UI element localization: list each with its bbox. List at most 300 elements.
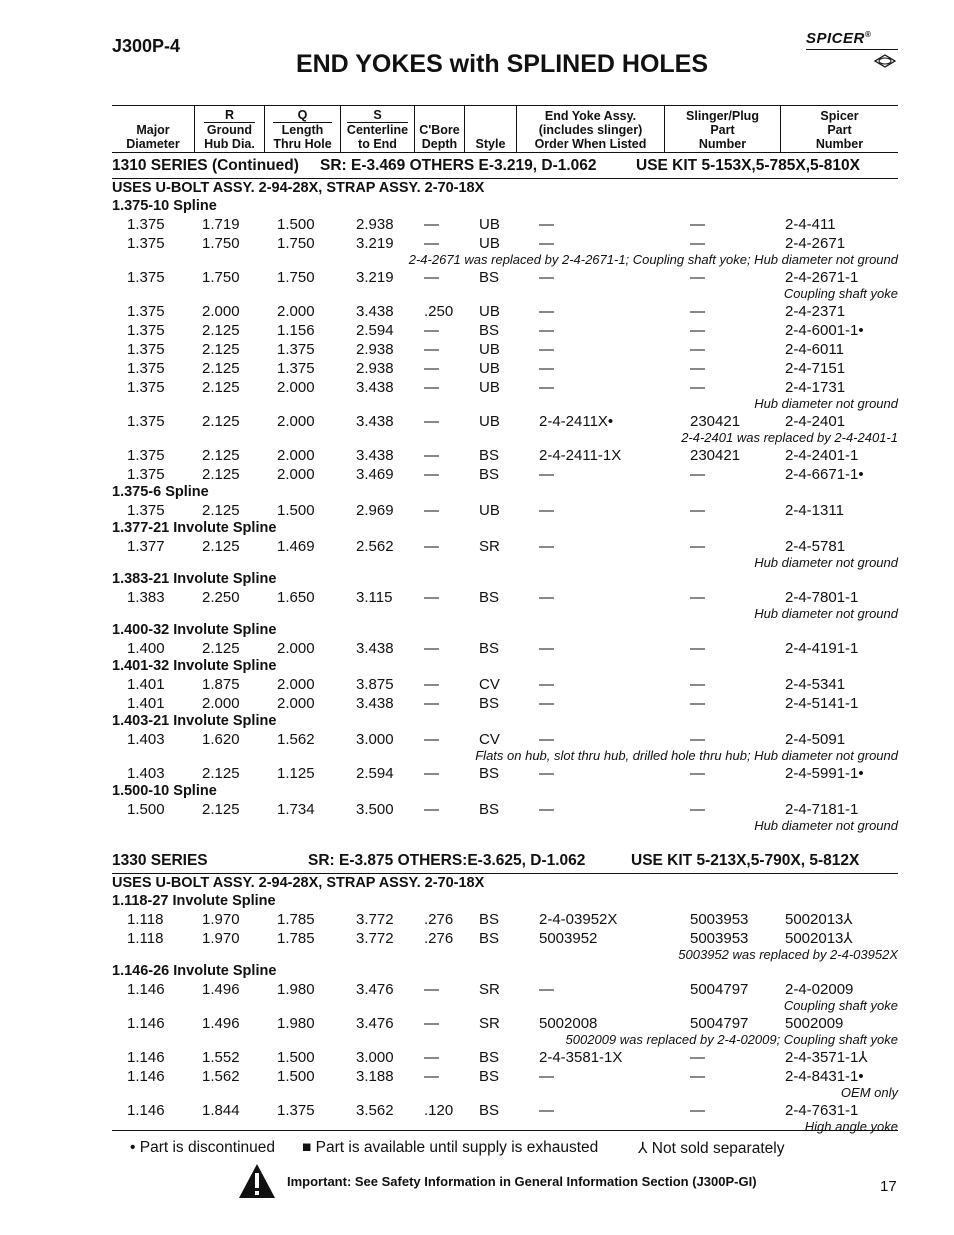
table-cell: 2.000: [277, 413, 315, 430]
table-cell: —: [539, 269, 554, 286]
table-cell: 1.750: [277, 269, 315, 286]
table-cell: 1.146: [127, 1049, 165, 1066]
table-cell: —: [690, 1049, 705, 1066]
table-cell: 2.125: [202, 447, 240, 464]
table-cell: —: [539, 1102, 554, 1119]
table-cell: 1.375: [127, 413, 165, 430]
series-name: 1310 SERIES (Continued): [112, 157, 299, 174]
table-cell: —: [539, 360, 554, 377]
spline-heading: 1.118-27 Involute Spline: [112, 893, 276, 909]
table-cell: —: [690, 466, 705, 483]
table-cell: 1.500: [277, 502, 315, 519]
table-cell: —: [424, 640, 439, 657]
table-cell: 2-4-7801-1: [785, 589, 859, 606]
table-cell: 3.438: [356, 303, 394, 320]
table-cell: 2-4-1731: [785, 379, 846, 396]
table-cell: 1.146: [127, 981, 165, 998]
table-cell: —: [690, 235, 705, 252]
table-row: [112, 501, 898, 520]
table-cell: UB: [479, 235, 500, 252]
table-cell: 2.000: [277, 640, 315, 657]
table-row: [112, 412, 898, 431]
table-cell: 1.375: [127, 303, 165, 320]
table-cell: 3.476: [356, 981, 394, 998]
section-gap: [112, 834, 898, 848]
column-header-assy: [516, 106, 664, 152]
table-cell: 2.562: [356, 538, 394, 555]
table-row: [112, 446, 898, 465]
column-header-line: Ground: [206, 123, 253, 137]
table-cell: 1.118: [127, 911, 164, 928]
spline-heading: 1.375-10 Spline: [112, 198, 217, 214]
table-cell: 1.785: [277, 930, 315, 947]
table-cell: 2-4-5091: [785, 731, 846, 748]
brand-name: SPICER: [806, 30, 865, 47]
table-row: [112, 929, 898, 948]
table-cell: —: [539, 676, 554, 693]
table-cell: 1.750: [202, 235, 240, 252]
table-row: [112, 1067, 898, 1086]
table-cell: —: [424, 1015, 439, 1032]
table-cell: —: [690, 360, 705, 377]
warning-icon: [238, 1163, 276, 1204]
table-cell: .276: [424, 930, 454, 947]
table-cell: —: [690, 379, 705, 396]
table-cell: 1.970: [202, 911, 240, 928]
table-cell: —: [424, 322, 439, 339]
table-cell: —: [539, 502, 554, 519]
table-cell: UB: [479, 216, 500, 233]
table-cell: 3.772: [356, 930, 394, 947]
table-cell: —: [690, 801, 705, 818]
table-cell: 2.125: [202, 360, 240, 377]
table-cell: —: [539, 216, 554, 233]
table-cell: —: [424, 981, 439, 998]
table-cell: .120: [424, 1102, 454, 1119]
table-cell: 3.476: [356, 1015, 394, 1032]
table-cell: 2-4-4191-1: [785, 640, 859, 657]
table-cell: —: [539, 589, 554, 606]
column-header-cbore: [414, 106, 464, 152]
table-row: [112, 675, 898, 694]
table-cell: 3.438: [356, 379, 394, 396]
table-cell: 3.188: [356, 1068, 394, 1085]
table-cell: 2.125: [202, 466, 240, 483]
table-cell: 3.000: [356, 1049, 394, 1066]
table-cell: 5003952: [539, 930, 598, 947]
table-cell: 2-4-7631-1: [785, 1102, 859, 1119]
table-cell: 1.375: [127, 235, 165, 252]
table-cell: BS: [479, 589, 500, 606]
table-cell: —: [539, 1068, 554, 1085]
table-cell: 1.844: [202, 1102, 240, 1119]
table-cell: —: [424, 801, 439, 818]
table-cell: 5002013⅄: [785, 930, 853, 947]
table-cell: 5002009: [785, 1015, 844, 1032]
table-cell: 1.980: [277, 1015, 315, 1032]
table-cell: 2.125: [202, 413, 240, 430]
table-cell: 1.552: [202, 1049, 240, 1066]
table-cell: 2-4-3581-1X: [539, 1049, 623, 1066]
table-cell: 1.500: [127, 801, 165, 818]
table-cell: 5003953: [690, 911, 749, 928]
table-cell: 2.250: [202, 589, 240, 606]
table-cell: 3.469: [356, 466, 394, 483]
table-cell: BS: [479, 801, 500, 818]
table-cell: 5002008: [539, 1015, 598, 1032]
table-header: [112, 105, 898, 153]
table-cell: 2.938: [356, 216, 394, 233]
table-cell: —: [539, 235, 554, 252]
table-row: [112, 321, 898, 340]
table-cell: 1.146: [127, 1015, 165, 1032]
table-cell: 2-4-7181-1: [785, 801, 859, 818]
series-header: [112, 848, 898, 874]
table-cell: SR: [479, 538, 500, 555]
table-cell: 2-4-8431-1•: [785, 1068, 864, 1085]
table-cell: 1.750: [277, 235, 315, 252]
table-cell: 1.500: [277, 1049, 315, 1066]
row-note: OEM only: [840, 1085, 898, 1100]
row-note: 2-4-2401 was replaced by 2-4-2401-1: [681, 430, 898, 445]
column-header-line: to End: [358, 137, 397, 151]
table-cell: —: [424, 379, 439, 396]
table-cell: 1.500: [277, 1068, 315, 1085]
column-header-line: R: [204, 108, 255, 123]
table-cell: 1.750: [202, 269, 240, 286]
legend-discontinued: • Part is discontinued: [130, 1139, 276, 1156]
table-row: [112, 694, 898, 713]
table-cell: 2-4-6001-1•: [785, 322, 864, 339]
column-header-line: Centerline: [346, 123, 409, 137]
table-cell: 1.383: [127, 589, 165, 606]
row-note: Hub diameter not ground: [754, 606, 898, 621]
table-cell: 1.400: [127, 640, 165, 657]
table-cell: 3.219: [356, 269, 394, 286]
table-row: [112, 302, 898, 321]
table-row: [112, 980, 898, 999]
spline-heading: 1.401-32 Involute Spline: [112, 658, 277, 674]
table-cell: —: [424, 235, 439, 252]
brand-mark: ®: [864, 30, 872, 39]
table-row: [112, 1014, 898, 1033]
table-cell: —: [539, 640, 554, 657]
table-cell: —: [690, 502, 705, 519]
row-note: Hub diameter not ground: [754, 555, 898, 570]
table-row: [112, 215, 898, 234]
table-cell: 2.000: [202, 695, 240, 712]
table-cell: BS: [479, 1102, 500, 1119]
row-note: Hub diameter not ground: [754, 818, 898, 833]
row-note: Flats on hub, slot thru hub, drilled hole thru hub; Hub diameter not ground: [475, 748, 898, 763]
table-cell: 3.219: [356, 235, 394, 252]
table-cell: 1.401: [127, 695, 165, 712]
table-cell: 1.375: [127, 379, 165, 396]
table-cell: 2.000: [277, 447, 315, 464]
table-cell: —: [539, 538, 554, 555]
table-cell: —: [690, 1102, 705, 1119]
table-row: [112, 234, 898, 253]
table-cell: 1.719: [202, 216, 240, 233]
table-row: [112, 639, 898, 658]
table-cell: BS: [479, 911, 500, 928]
table-cell: SR: [479, 1015, 500, 1032]
table-cell: —: [690, 322, 705, 339]
column-header-line: [126, 109, 180, 123]
table-cell: 3.438: [356, 640, 394, 657]
column-header-line: Part: [827, 123, 852, 137]
table-cell: 3.562: [356, 1102, 394, 1119]
table-cell: —: [539, 731, 554, 748]
document-id: J300P-4: [112, 36, 181, 56]
table-cell: 1.375: [277, 1102, 315, 1119]
page-title: END YOKES with SPLINED HOLES: [295, 50, 709, 78]
table-cell: BS: [479, 930, 500, 947]
column-header-line: Major: [136, 123, 170, 137]
column-header-line: Number: [698, 137, 747, 151]
table-cell: 2.125: [202, 502, 240, 519]
table-cell: 1.496: [202, 1015, 240, 1032]
table-row: [112, 800, 898, 819]
column-header-line: C'Bore: [419, 123, 460, 137]
table-cell: 2.594: [356, 765, 394, 782]
table-cell: —: [690, 538, 705, 555]
spline-heading: 1.400-32 Involute Spline: [112, 622, 277, 638]
row-note: Coupling shaft yoke: [783, 998, 898, 1013]
table-cell: CV: [479, 731, 500, 748]
table-cell: 2.125: [202, 538, 240, 555]
table-cell: 2.125: [202, 341, 240, 358]
table-cell: BS: [479, 447, 500, 464]
row-note: Coupling shaft yoke: [783, 286, 898, 301]
legend-available: ■ Part is available until supply is exhausted: [302, 1139, 599, 1156]
table-cell: 1.980: [277, 981, 315, 998]
table-cell: 1.785: [277, 911, 315, 928]
table-cell: —: [424, 216, 439, 233]
table-row: [112, 465, 898, 484]
table-cell: 2.125: [202, 379, 240, 396]
table-cell: —: [424, 765, 439, 782]
table-row: [112, 910, 898, 929]
table-cell: 3.438: [356, 447, 394, 464]
row-note: 5003952 was replaced by 2-4-03952X: [678, 947, 898, 962]
table-cell: 1.375: [277, 360, 315, 377]
table-cell: —: [539, 466, 554, 483]
table-cell: 2.594: [356, 322, 394, 339]
table-cell: UB: [479, 413, 500, 430]
table-cell: BS: [479, 765, 500, 782]
table-cell: —: [539, 379, 554, 396]
table-cell: 2-4-6671-1•: [785, 466, 864, 483]
table-cell: 5002013⅄: [785, 911, 853, 928]
table-cell: 2.125: [202, 322, 240, 339]
table-cell: 1.734: [277, 801, 315, 818]
table-cell: 5004797: [690, 981, 749, 998]
column-header-line: Q: [273, 108, 331, 123]
column-header-line: Part: [710, 123, 735, 137]
table-cell: 1.970: [202, 930, 240, 947]
table-cell: —: [539, 303, 554, 320]
table-cell: BS: [479, 1068, 500, 1085]
table-cell: —: [424, 447, 439, 464]
column-header-line: [419, 109, 459, 123]
column-header-line: Thru Hole: [273, 137, 332, 151]
table-cell: 2-4-5991-1•: [785, 765, 864, 782]
table-cell: UB: [479, 502, 500, 519]
table-cell: 1.375: [127, 360, 165, 377]
table-cell: 3.438: [356, 413, 394, 430]
table-cell: 1.156: [277, 322, 315, 339]
yoke-table: [112, 105, 898, 1135]
column-header-line: End Yoke Assy.: [544, 109, 637, 123]
table-row: [112, 378, 898, 397]
table-cell: 2-4-2401-1: [785, 447, 859, 464]
table-cell: —: [424, 360, 439, 377]
table-cell: 2-4-1311: [785, 502, 844, 519]
table-row: [112, 268, 898, 287]
table-cell: —: [539, 695, 554, 712]
table-cell: —: [690, 589, 705, 606]
row-note: 5002009 was replaced by 2-4-02009; Coupling shaft yoke: [565, 1032, 898, 1047]
table-cell: 2-4-02009: [785, 981, 854, 998]
table-cell: —: [690, 731, 705, 748]
table-cell: 2-4-5781: [785, 538, 846, 555]
column-header-r: [194, 106, 264, 152]
series-kit: USE KIT 5-213X,5-790X, 5-812X: [631, 852, 860, 869]
table-cell: BS: [479, 269, 500, 286]
table-cell: 2-4-2671: [785, 235, 846, 252]
legend-not-sold: ⅄ Not sold separately: [638, 1140, 785, 1157]
spline-heading: 1.403-21 Involute Spline: [112, 713, 277, 729]
table-cell: 5003953: [690, 930, 749, 947]
table-cell: 230421: [690, 447, 741, 464]
table-cell: 1.562: [277, 731, 315, 748]
column-header-line: Order When Listed: [534, 137, 647, 151]
table-cell: —: [424, 676, 439, 693]
table-cell: 2.938: [356, 360, 394, 377]
spline-heading: 1.146-26 Involute Spline: [112, 963, 277, 979]
column-header-line: [476, 109, 506, 123]
column-header-spicer: [780, 106, 898, 152]
table-cell: 1.375: [127, 341, 165, 358]
spicer-logo: [806, 30, 898, 50]
table-cell: 2.000: [277, 466, 315, 483]
table-cell: 2-4-03952X: [539, 911, 618, 928]
table-cell: 2.000: [277, 695, 315, 712]
table-cell: 1.403: [127, 731, 165, 748]
table-cell: 1.375: [127, 466, 165, 483]
column-header-line: Style: [475, 137, 506, 151]
table-cell: —: [690, 269, 705, 286]
uses-note: USES U-BOLT ASSY. 2-94-28X, STRAP ASSY. 2-70-18X: [112, 875, 485, 891]
table-row: [112, 588, 898, 607]
table-cell: 3.000: [356, 731, 394, 748]
table-cell: 1.401: [127, 676, 165, 693]
table-cell: —: [690, 695, 705, 712]
table-cell: 1.403: [127, 765, 165, 782]
spline-heading: 1.377-21 Involute Spline: [112, 520, 277, 536]
table-cell: 1.375: [127, 269, 165, 286]
table-cell: .276: [424, 911, 454, 928]
table-cell: 2.969: [356, 502, 394, 519]
table-cell: CV: [479, 676, 500, 693]
table-cell: 5004797: [690, 1015, 749, 1032]
table-cell: 2.125: [202, 765, 240, 782]
column-header-line: Depth: [421, 137, 458, 151]
table-cell: SR: [479, 981, 500, 998]
legend: [112, 1130, 898, 1157]
table-cell: 2-4-2411-1X: [539, 447, 622, 464]
column-header-style: [464, 106, 516, 152]
series-header: [112, 153, 898, 179]
table-cell: 2-4-7151: [785, 360, 846, 377]
table-cell: 1.118: [127, 930, 164, 947]
table-cell: BS: [479, 1049, 500, 1066]
spline-heading: 1.375-6 Spline: [112, 484, 209, 500]
table-cell: —: [539, 801, 554, 818]
table-cell: 1.375: [127, 447, 165, 464]
table-cell: —: [424, 1068, 439, 1085]
series-kit: USE KIT 5-153X,5-785X,5-810X: [636, 157, 861, 174]
column-header-q: [264, 106, 340, 152]
table-row: [112, 537, 898, 556]
table-row: [112, 764, 898, 783]
table-cell: —: [690, 1068, 705, 1085]
table-cell: —: [690, 216, 705, 233]
table-cell: —: [424, 538, 439, 555]
table-cell: 1.650: [277, 589, 315, 606]
column-header-line: (includes slinger): [538, 123, 643, 137]
series-name: 1330 SERIES: [112, 852, 208, 869]
table-cell: —: [424, 502, 439, 519]
table-cell: 2.125: [202, 640, 240, 657]
table-cell: 3.875: [356, 676, 394, 693]
column-header-line: Diameter: [126, 137, 180, 151]
uses-note: USES U-BOLT ASSY. 2-94-28X, STRAP ASSY. 2-70-18X: [112, 180, 485, 196]
table-cell: 2.000: [277, 303, 315, 320]
table-cell: BS: [479, 695, 500, 712]
table-cell: 1.496: [202, 981, 240, 998]
table-body: [112, 153, 898, 1135]
table-cell: —: [690, 640, 705, 657]
table-cell: BS: [479, 322, 500, 339]
column-header-line: Length: [281, 123, 324, 137]
series-sr: SR: E-3.875 OTHERS:E-3.625, D-1.062: [308, 852, 586, 869]
table-cell: 2.000: [202, 303, 240, 320]
table-cell: 2-4-5141-1: [785, 695, 859, 712]
table-row: [112, 1101, 898, 1120]
table-cell: UB: [479, 341, 500, 358]
table-cell: 1.375: [127, 216, 165, 233]
table-row: [112, 340, 898, 359]
safety-notice: Important: See Safety Information in General Information Section (J300P-GI): [287, 1174, 757, 1189]
table-cell: 1.469: [277, 538, 315, 555]
table-cell: .250: [424, 303, 454, 320]
table-cell: 2-4-2671-1: [785, 269, 859, 286]
table-cell: —: [424, 341, 439, 358]
series-sr: SR: E-3.469 OTHERS E-3.219, D-1.062: [320, 157, 597, 174]
table-cell: 1.875: [202, 676, 240, 693]
table-cell: —: [424, 1049, 439, 1066]
table-cell: 2-4-2371: [785, 303, 846, 320]
table-cell: 1.562: [202, 1068, 240, 1085]
table-cell: 1.375: [127, 502, 165, 519]
table-cell: —: [690, 303, 705, 320]
page-number: 17: [880, 1178, 897, 1195]
table-cell: BS: [479, 640, 500, 657]
column-header-line: Spicer: [820, 109, 859, 123]
spline-heading: 1.500-10 Spline: [112, 783, 217, 799]
